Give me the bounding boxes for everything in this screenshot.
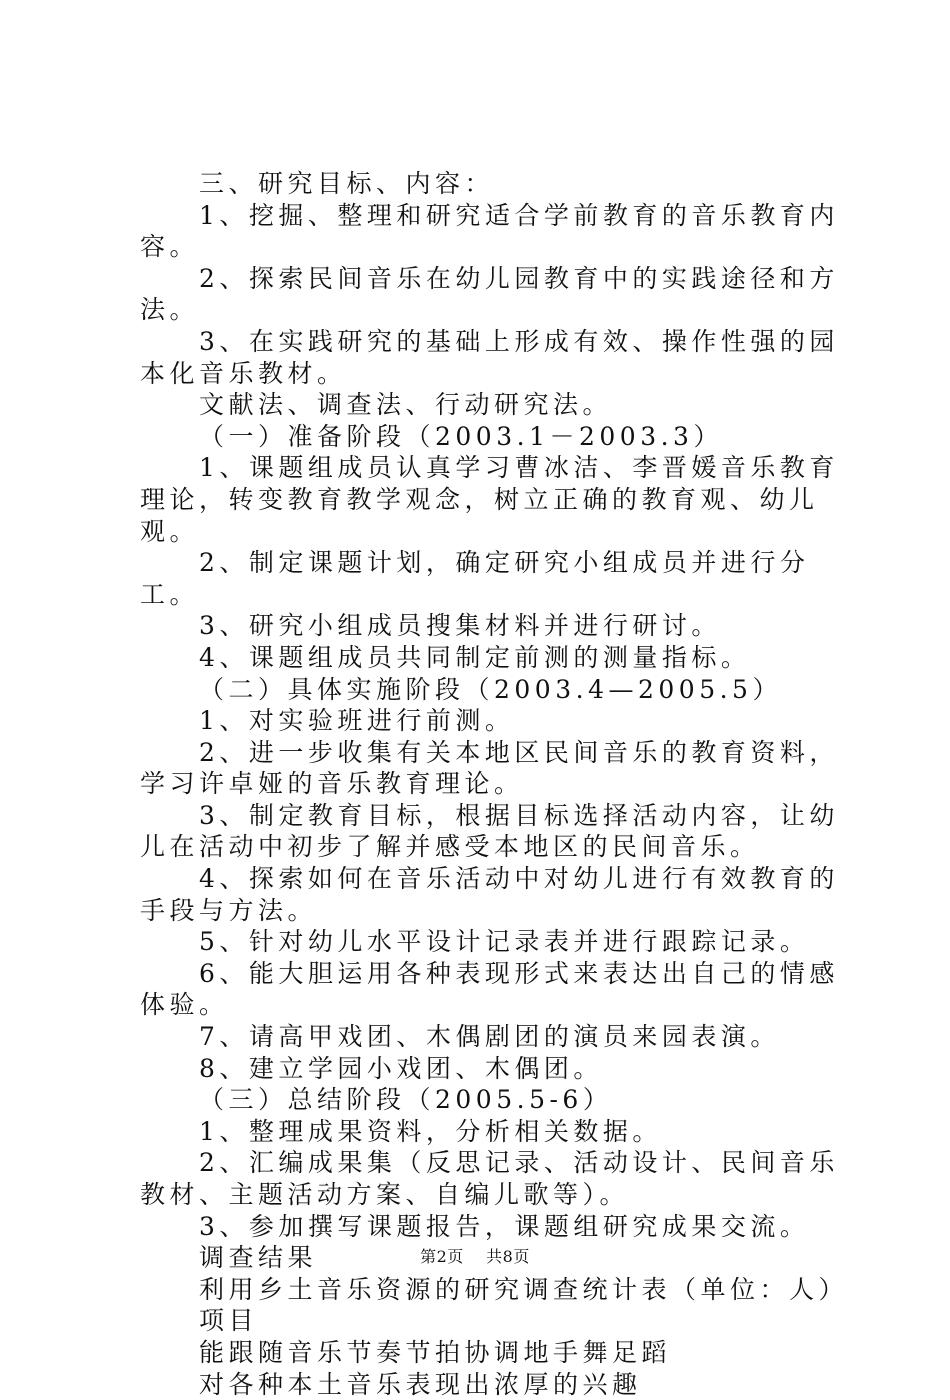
paragraph: 4、课题组成员共同制定前测的测量指标。 xyxy=(199,642,751,672)
paragraph: 2、进一步收集有关本地区民间音乐的教育资料，学习许卓娅的音乐教育理论。 xyxy=(140,737,839,799)
paragraph: 8、建立学园小戏团、木偶团。 xyxy=(199,1053,603,1083)
paragraph: 能跟随音乐节奏节拍协调地手舞足蹈 xyxy=(199,1337,672,1367)
paragraph: 4、探索如何在音乐活动中对幼儿进行有效教育的手段与方法。 xyxy=(140,864,839,925)
paragraph: 2、制定课题计划，确定研究小组成员并进行分工。 xyxy=(140,548,810,609)
paragraph: 7、请高甲戏团、木偶剧团的演员来园表演。 xyxy=(199,1022,780,1052)
section-heading: 三、研究目标、内容： xyxy=(199,169,495,198)
document-body xyxy=(140,168,840,1400)
paragraph: 文献法、调查法、行动研究法。 xyxy=(199,390,613,420)
page-number: 第2页 xyxy=(420,1247,464,1266)
paragraph: 1、挖掘、整理和研究适合学前教育的音乐教育内容。 xyxy=(140,200,839,262)
page-footer xyxy=(0,1244,950,1267)
paragraph: 3、参加撰写课题报告，课题组研究成果交流。 xyxy=(199,1211,810,1241)
paragraph: 1、整理成果资料，分析相关数据。 xyxy=(199,1116,662,1146)
paragraph: 2、汇编成果集（反思记录、活动设计、民间音乐教材、主题活动方案、自编儿歌等）。 xyxy=(140,1148,839,1209)
stage-heading: （一）准备阶段（2003.1－2003.3） xyxy=(199,421,723,451)
paragraph: 2、探索民间音乐在幼儿园教育中的实践途径和方法。 xyxy=(140,263,839,325)
paragraph: 3、制定教育目标，根据目标选择活动内容，让幼儿在活动中初步了解并感受本地区的民间音乐。 xyxy=(140,800,839,862)
stage-heading: （三）总结阶段（2005.5-6） xyxy=(199,1085,613,1115)
paragraph: 5、针对幼儿水平设计记录表并进行跟踪记录。 xyxy=(199,927,810,957)
paragraph: 3、研究小组成员搜集材料并进行研讨。 xyxy=(199,611,721,641)
paragraph: 对各种本土音乐表现出浓厚的兴趣 xyxy=(199,1369,642,1399)
paragraph: 利用乡土音乐资源的研究调查统计表（单位：人）项目 xyxy=(199,1274,836,1336)
total-pages: 共8页 xyxy=(486,1247,530,1266)
paragraph: 1、课题组成员认真学习曹冰洁、李晋媛音乐教育理论，转变教育教学观念，树立正确的教育观、幼儿观。 xyxy=(140,453,839,546)
paragraph: 6、能大胆运用各种表现形式来表达出自己的情感体验。 xyxy=(140,958,839,1020)
paragraph: 调查结果 xyxy=(199,1243,318,1273)
paragraph: 3、在实践研究的基础上形成有效、操作性强的园本化音乐教材。 xyxy=(140,326,839,388)
stage-heading: （二）具体实施阶段（2003.4—2005.5） xyxy=(199,674,782,704)
paragraph: 1、对实验班进行前测。 xyxy=(199,706,515,736)
